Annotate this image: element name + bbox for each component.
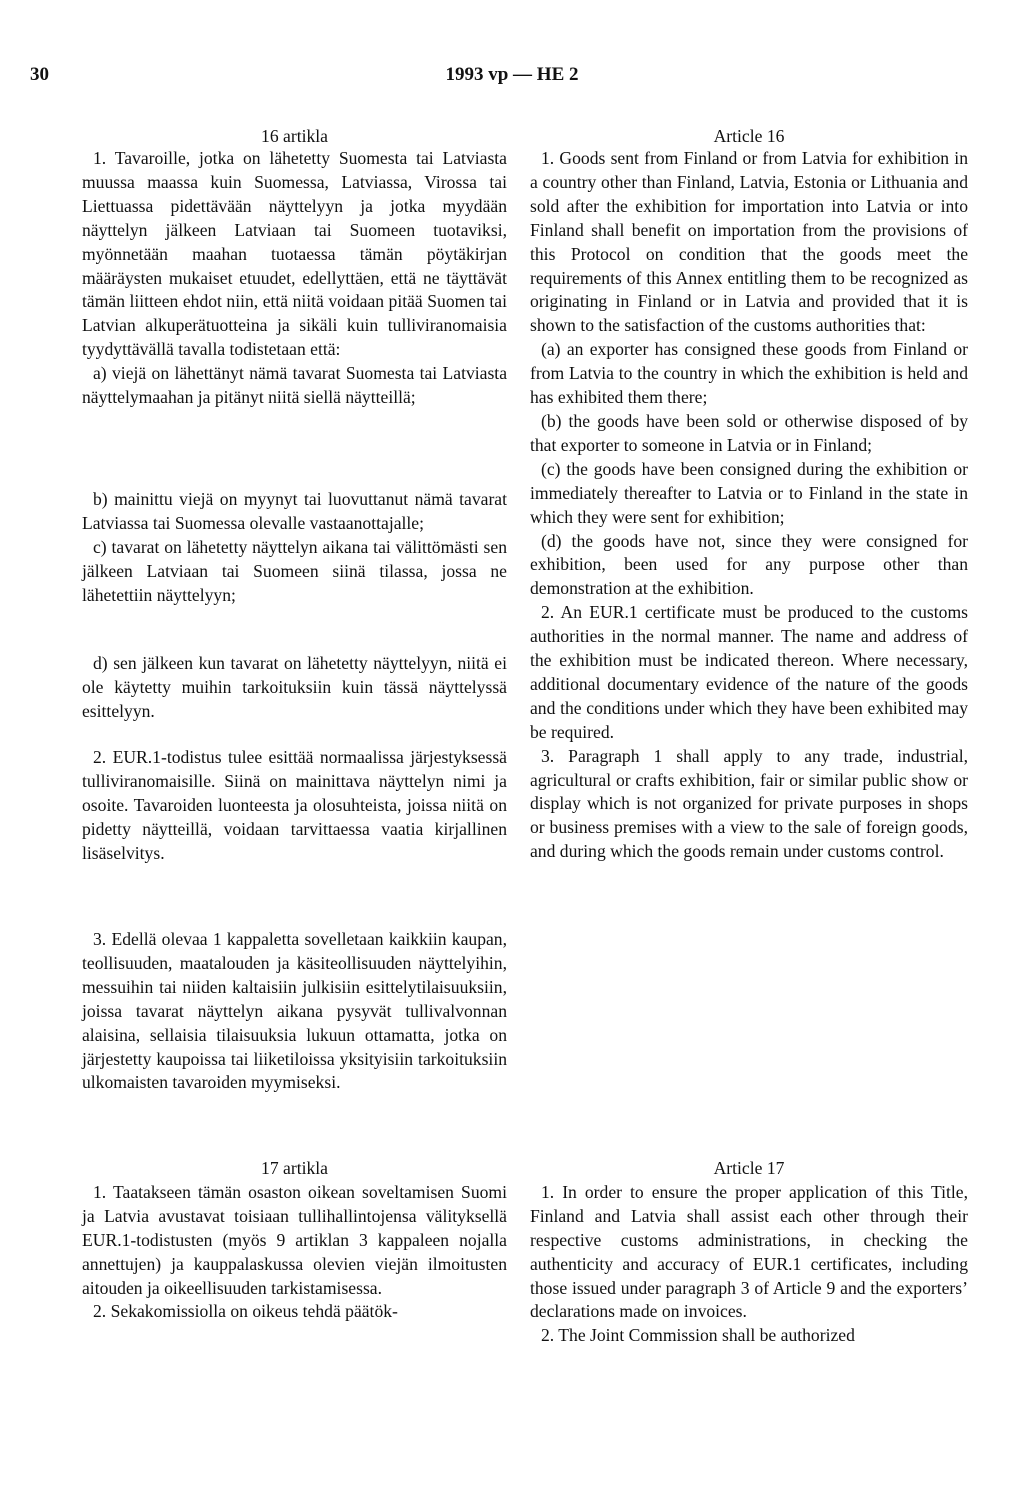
article-17-paragraph-2-en: 2. The Joint Commission shall be authorized [541, 1325, 855, 1346]
article-16-item-a-en: (a) an exporter has consigned these goods from Finland or from Latvia to the country in which the exhibition is held and has exhibited them there; [530, 339, 968, 408]
article-16-paragraph-2-fi: 2. EUR.1-todistus tulee esittää normaalissa järjestyksessä tulliviranomaisille. Siinä on mainittava näyttelyn nimi ja osoite. Tavaroiden luonteesta ja olosuhteista, joissa niitä on pidetty näytteillä, voidaan tarvittaessa vaatia kirjallinen lisäselvitys. [82, 747, 507, 863]
article-16-heading-fi: 16 artikla [261, 126, 328, 146]
article-16-paragraph-2-en: 2. An EUR.1 certificate must be produced to the customs authorities in the normal manner. The name and address of the exhibition must be indicated thereon. Where necessary, additional documentary evidence of the nature of the goods and the conditions under which they have been exhibited may be required. [530, 602, 968, 742]
article-16-heading-en: Article 16 [713, 126, 785, 146]
article-17-paragraph-2-fi: 2. Sekakomissiolla on oikeus tehdä päätök- [93, 1301, 398, 1322]
article-16-item-c-en: (c) the goods have been consigned during the exhibition or immediately thereafter to Latvia or to Finland in the state in which they were sent for exhibition; [530, 458, 968, 527]
document-header-title: 1993 vp — HE 2 [445, 64, 579, 85]
english-column [530, 125, 968, 1385]
article-17-paragraph-1-en: 1. In order to ensure the proper application of this Title, Finland and Latvia shall assist each other through their respective customs administrations, in checking the authenticity and accuracy of EUR.1 certificates, including those issued under paragraph 3 of Article 9 and the exporters’ declarations made on invoices. [530, 1181, 968, 1322]
article-16-item-a-fi: a) viejä on lähettänyt nämä tavarat Suomesta tai Latviasta näyttelymaahan ja pitänyt niitä siellä näytteillä; [82, 363, 507, 408]
article-16-item-c-fi: c) tavarat on lähetetty näyttelyn aikana tai välittömästi sen jälkeen Latviaan tai Suomeen siinä tilassa, jossa ne lähetettiin näyttelyyn; [82, 536, 507, 605]
article-16-item-d-en: (d) the goods have not, since they were consigned for exhibition, been used for any purpose other than demonstration at the exhibition. [530, 530, 968, 599]
finnish-column [82, 125, 507, 1385]
article-16-paragraph-3-fi: 3. Edellä olevaa 1 kappaletta sovelletaan kaikkiin kaupan, teollisuuden, maatalouden ja käsiteollisuuden näyttelyihin, messuihin tai niiden kaltaisiin julkisiin esittelytilaisuuksiin, joissa tavarat näyttelyn aikana pysyvät tullivalvonnan alaisina, sellaisia tilaisuuksia lukuun ottamatta, jotka on järjestetty kaupoissa tai liiketiloissa yksityisiin tarkoituksiin ulkomaisten tavaroiden myymiseksi. [82, 929, 507, 1093]
article-17-heading-fi: 17 artikla [261, 1158, 328, 1178]
article-16-item-b-fi: b) mainittu viejä on myynyt tai luovuttanut nämä tavarat Latviassa tai Suomessa olevalle vastaanottajalle; [82, 489, 507, 533]
article-16-paragraph-3-en: 3. Paragraph 1 shall apply to any trade, industrial, agricultural or crafts exhibition, fair or similar public show or display which is not organized for private purposes in shops or business premises with a view to the sale of foreign goods, and during which the goods remain under customs control. [530, 745, 968, 862]
article-16-paragraph-1-en: 1. Goods sent from Finland or from Latvia for exhibition in a country other than Finland, Latvia, Estonia or Lithuania and sold after the exhibition for importation into Latvia or into Finland shall benefit on importation from the provisions of this Protocol on condition that the goods meet the requirements of this Annex entitling them to be recognized as originating in Finland or in Latvia and provided that it is shown to the satisfaction of the customs authorities that: [530, 148, 968, 336]
article-16-paragraph-1-fi: 1. Tavaroille, jotka on lähetetty Suomesta tai Latviasta muussa maassa kuin Suomessa, Latviassa, Virossa tai Liettuassa pidettävään näyttelyyn ja jotka myydään näyttelyn jälkeen Latviaan tai Suomeen tuotaviksi, myönnetään maahan tuotaessa tämän pöytäkirjan määräysten mukaiset etuudet, edellyttäen, että ne täyttävät tämän liitteen ehdot niin, että niitä voidaan pitää Suomen tai Latvian alkuperätuotteina ja sikäli kuin tulliviranomaisia tyydyttävällä tavalla todistetaan että: [82, 148, 507, 360]
page-number: 30 [30, 64, 49, 85]
article-17-paragraph-1-fi: 1. Taatakseen tämän osaston oikean soveltamisen Suomi ja Latvia avustavat toisiaan tullihallintojensa välityksellä EUR.1-todistusten (myös 9 artiklan 3 kappaleen nojalla annettujen) ja kauppalaskussa olevien viejän ilmoitusten aitouden ja oikeellisuuden tarkistamisessa. [82, 1181, 507, 1298]
article-16-item-d-fi: d) sen jälkeen kun tavarat on lähetetty näyttelyyn, niitä ei ole käytetty muihin tarkoituksiin kuin tässä näyttelyssä esittelyyn. [82, 653, 507, 721]
article-17-heading-en: Article 17 [713, 1158, 785, 1178]
article-16-item-b-en: (b) the goods have been sold or otherwise disposed of by that exporter to someone in Latvia or in Finland; [530, 410, 968, 455]
